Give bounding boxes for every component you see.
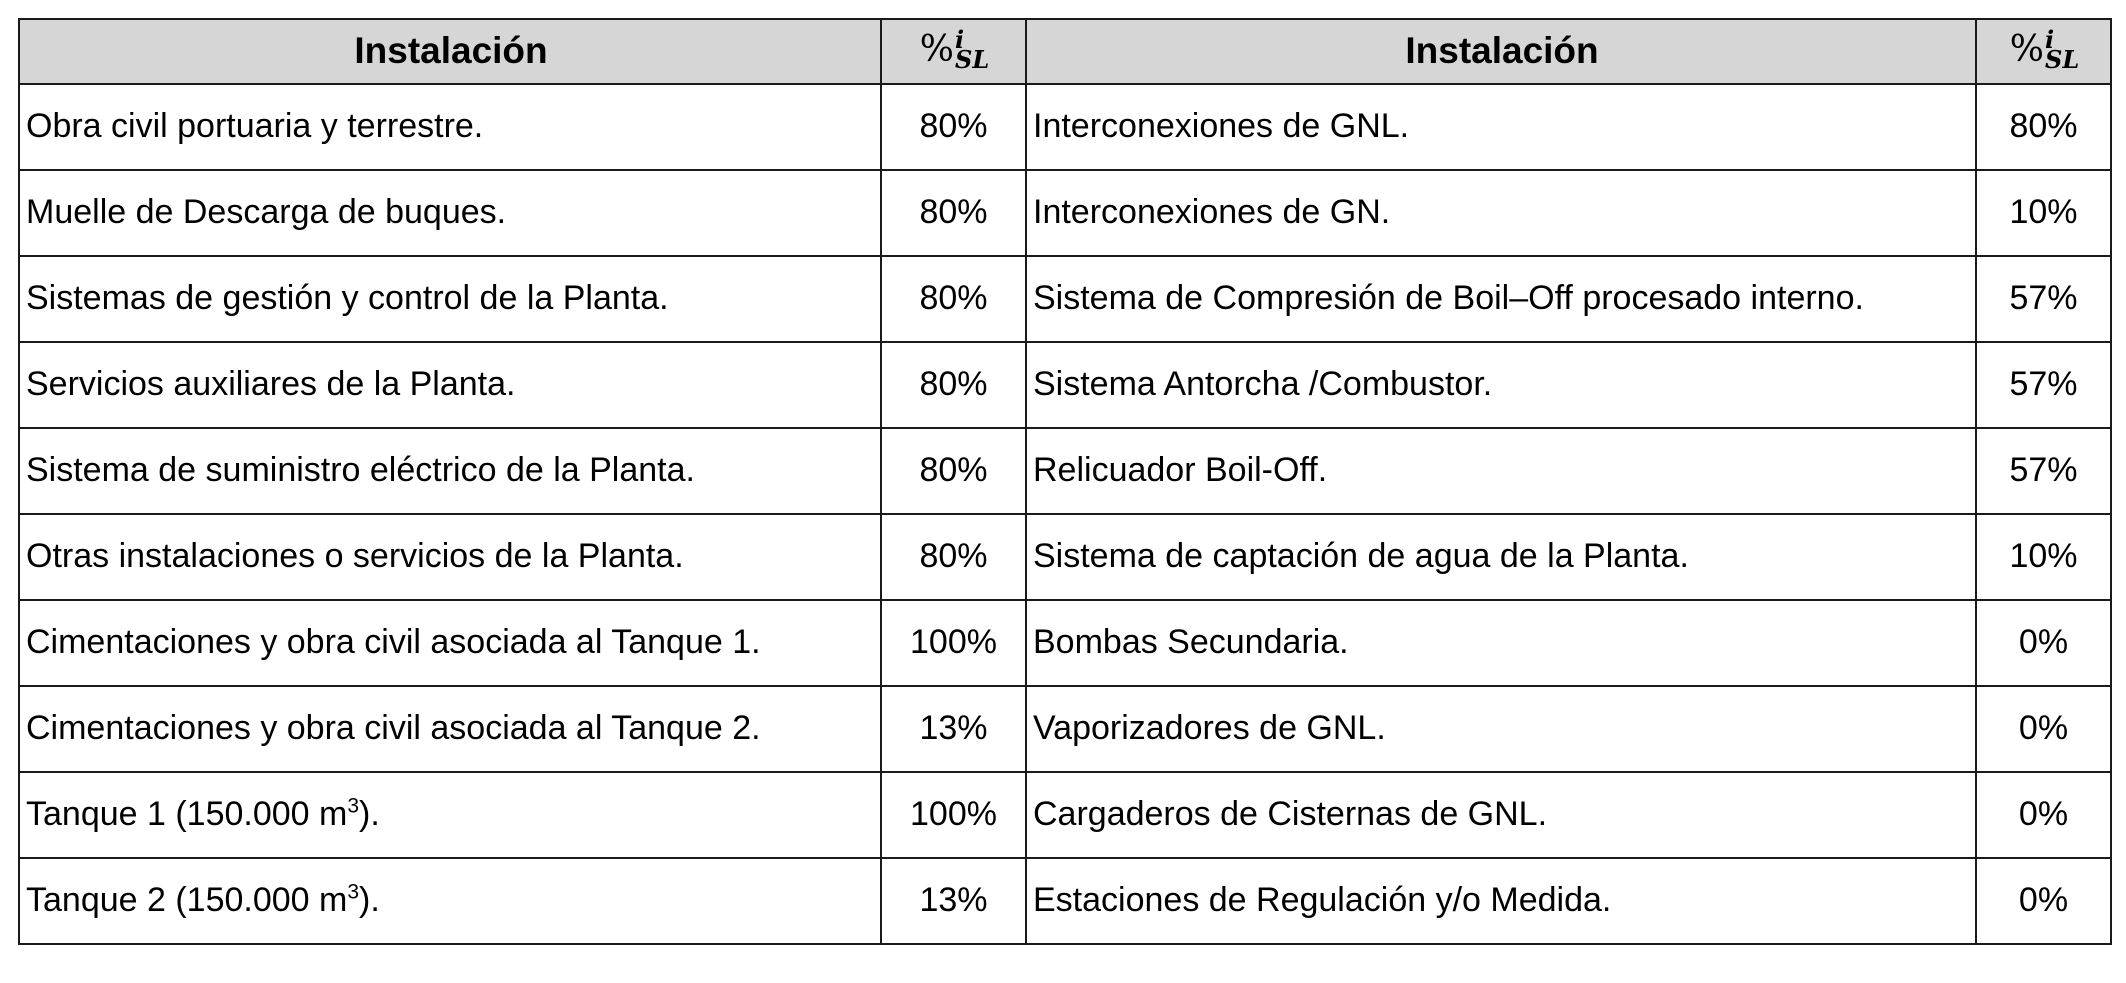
installation-name-left [19,686,881,772]
installation-text: Servicios auxiliares de la Planta. [26,365,516,404]
installation-name-right: Bombas Secundaria. [1026,600,1976,686]
percent-sl-left: 100% [881,600,1026,686]
installation-name-right: Relicuador Boil-Off. [1026,428,1976,514]
percent-sl-right: 0% [1976,600,2111,686]
installation-name-right: Interconexiones de GN. [1026,170,1976,256]
table-row [19,686,2111,772]
installation-name-right: Interconexiones de GNL. [1026,84,1976,170]
header-installation-right: Instalación [1026,19,1976,84]
table-row [19,428,2111,514]
percent-sl-right: 57% [1976,342,2111,428]
percent-sl-symbol [919,24,990,75]
subscript-sl: SL [2045,45,2080,75]
installation-text: Sistemas de gestión y control de la Planta. [26,279,669,318]
installation-text: Sistema de suministro eléctrico de la Planta. [26,451,695,490]
superscript-i: i [2045,24,2055,54]
installation-name-left [19,858,881,944]
percent-sl-left: 80% [881,514,1026,600]
installation-text: Obra civil portuaria y terrestre. [26,107,484,146]
installation-name-left [19,428,881,514]
percent-sl-right: 0% [1976,686,2111,772]
percent-sl-symbol [2009,24,2080,75]
installation-text: Cimentaciones y obra civil asociada al Tanque 2. [26,709,761,748]
installation-name-left [19,772,881,858]
percent-sl-right: 0% [1976,858,2111,944]
table-header [19,19,2111,84]
table-row [19,772,2111,858]
header-percent-sl-left [881,19,1026,84]
percent-sl-left: 13% [881,858,1026,944]
installation-text: Tanque 1 (150.000 m [26,795,348,834]
percent-sign: % [2009,29,2044,71]
table-row [19,256,2111,342]
percent-sl-left: 80% [881,170,1026,256]
installation-name-right: Vaporizadores de GNL. [1026,686,1976,772]
installation-name-left [19,600,881,686]
percent-sl-right: 57% [1976,428,2111,514]
installation-name-left [19,170,881,256]
installation-text-tail: ). [359,795,380,834]
installations-table [18,18,2112,945]
installation-text: Tanque 2 (150.000 m [26,881,348,920]
percent-sl-left: 80% [881,84,1026,170]
percent-sl-left: 80% [881,428,1026,514]
installation-name-left [19,84,881,170]
subscript-sl: SL [955,45,990,75]
percent-sl-right: 0% [1976,772,2111,858]
table-row [19,600,2111,686]
percent-sl-left: 100% [881,772,1026,858]
installation-name-right: Sistema Antorcha /Combustor. [1026,342,1976,428]
header-row [19,19,2111,84]
header-percent-sl-right [1976,19,2111,84]
table-row [19,170,2111,256]
installation-text: Cimentaciones y obra civil asociada al Tanque 1. [26,623,761,662]
installation-name-left [19,342,881,428]
installation-name-right: Cargaderos de Cisternas de GNL. [1026,772,1976,858]
percent-sl-right: 10% [1976,170,2111,256]
installation-name-right: Estaciones de Regulación y/o Medida. [1026,858,1976,944]
table-row [19,514,2111,600]
percent-sl-left: 13% [881,686,1026,772]
installation-text: Muelle de Descarga de buques. [26,193,507,232]
unit-superscript: 3 [347,880,360,904]
table-row [19,342,2111,428]
header-installation-left: Instalación [19,19,881,84]
superscript-i: i [955,24,965,54]
installation-name-right: Sistema de captación de agua de la Planta. [1026,514,1976,600]
installation-name-left [19,256,881,342]
percent-sign: % [919,29,954,71]
table-row [19,858,2111,944]
percent-sl-right: 10% [1976,514,2111,600]
percent-sl-left: 80% [881,342,1026,428]
table-row [19,84,2111,170]
installation-text-tail: ). [359,881,380,920]
table-body [19,84,2111,944]
installation-text: Otras instalaciones o servicios de la Planta. [26,537,684,576]
unit-superscript: 3 [347,794,360,818]
installation-name-right: Sistema de Compresión de Boil–Off procesado interno. [1026,256,1976,342]
percent-sl-right: 80% [1976,84,2111,170]
percent-sl-left: 80% [881,256,1026,342]
installation-name-left [19,514,881,600]
percent-sl-right: 57% [1976,256,2111,342]
